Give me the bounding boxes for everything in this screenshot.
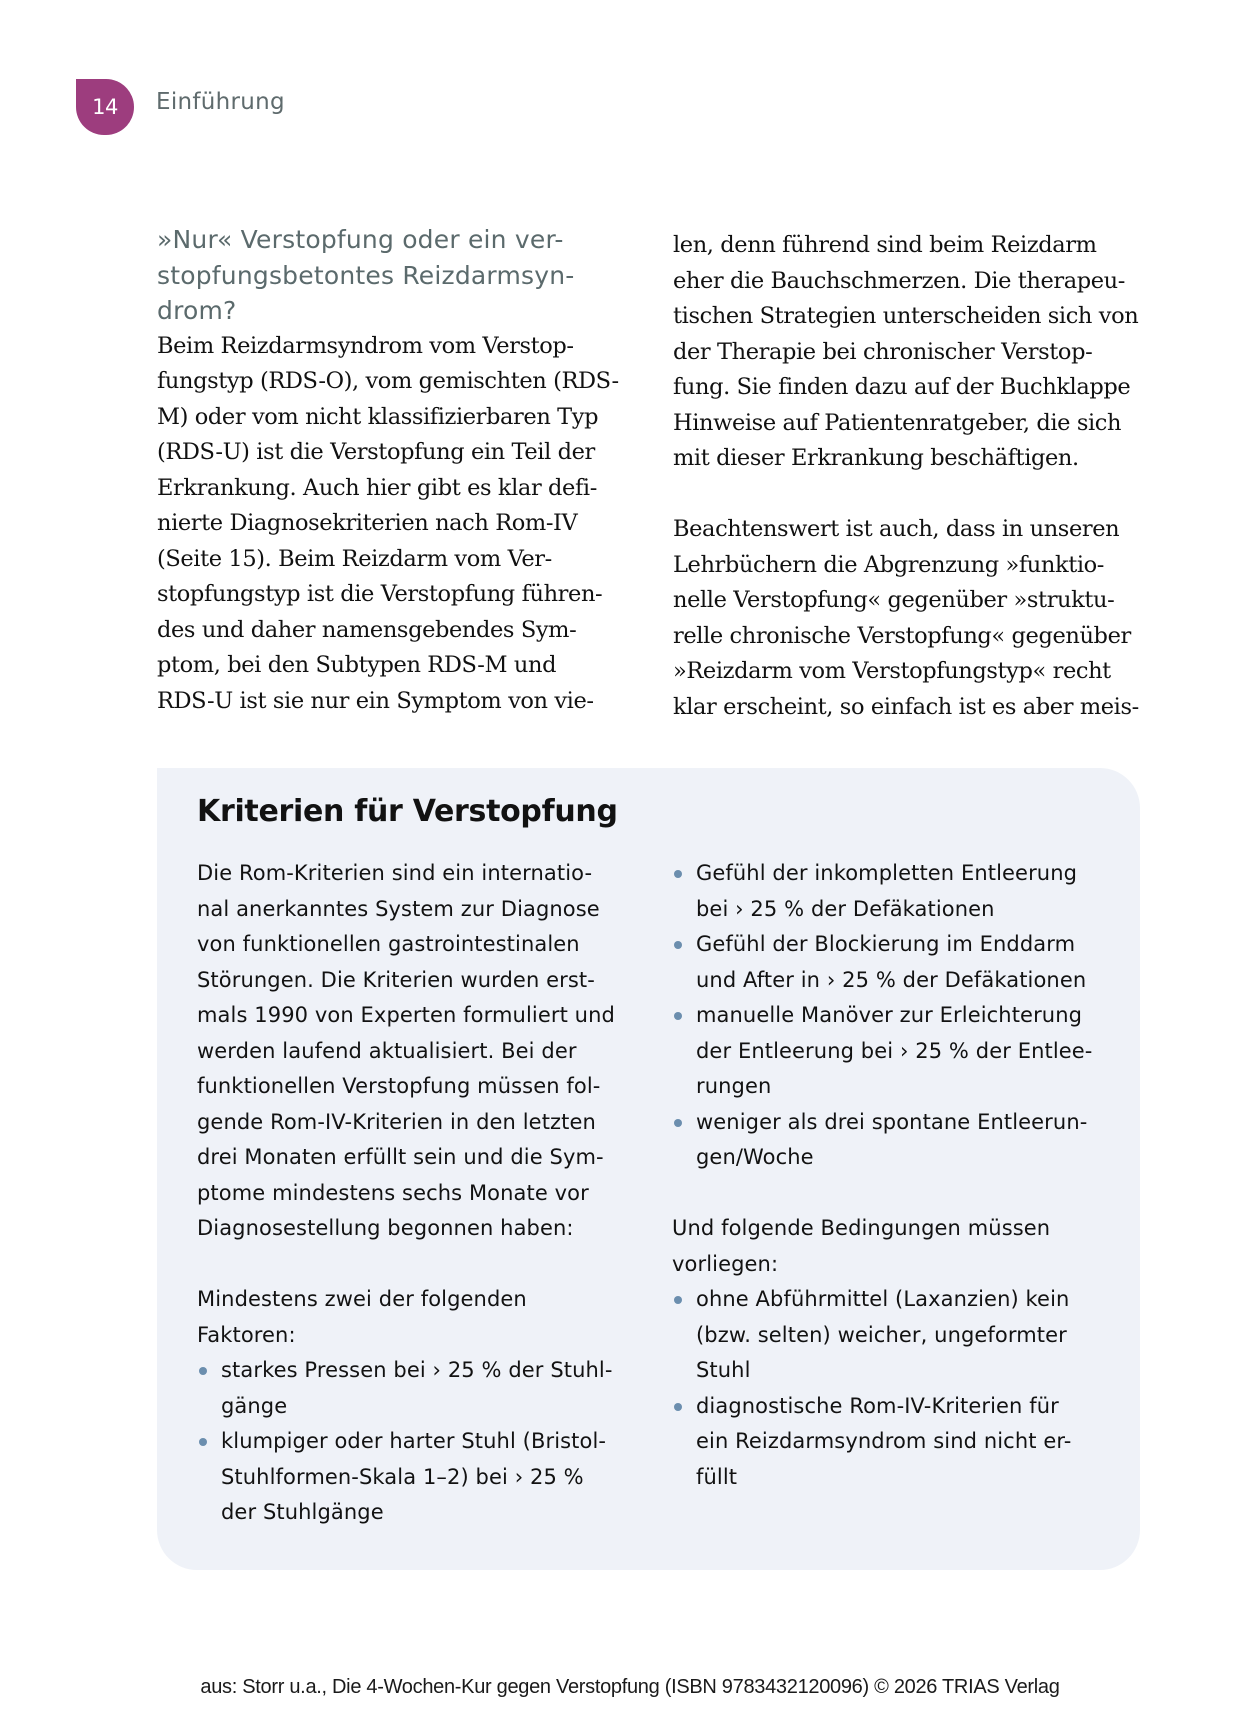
section-heading [157, 222, 627, 329]
right-column [673, 228, 1143, 725]
list-item [672, 927, 1112, 998]
text-line: Lehrbüchern die Abgrenzung »funktio- [673, 551, 1104, 578]
text-line: ein Reizdarmsyndrom sind nicht er- [696, 1429, 1072, 1453]
bullet-dot-icon [674, 941, 682, 949]
heading-line: »Nur« Verstopfung oder ein ver- [157, 225, 564, 254]
page-number-badge: 14 [76, 79, 134, 135]
text-line: gänge [221, 1393, 288, 1418]
text-line: (Seite 15). Beim Reizdarm vom Ver- [157, 545, 552, 572]
box-intro [197, 856, 632, 1247]
factors-list-left [197, 1353, 632, 1531]
text-line: fung. Sie finden dazu auf der Buchklappe [673, 374, 1131, 400]
body-paragraph [157, 329, 627, 720]
text-line: mals 1990 von Experten formuliert und [197, 1003, 615, 1027]
text-line: funktionellen Verstopfung müssen fol- [197, 1074, 601, 1098]
list-item [197, 1424, 632, 1531]
text-line: relle chronische Verstopfung« gegenüber [673, 622, 1131, 649]
bullet-dot-icon [674, 1403, 682, 1411]
text-line: manuelle Manöver zur Erleichterung [696, 1003, 1083, 1027]
text-line: Die Rom-Kriterien sind ein internatio- [197, 861, 593, 885]
text-line: Faktoren: [197, 1322, 296, 1347]
text-line: (RDS-U) ist die Verstopfung ein Teil der [157, 439, 595, 465]
text-line: ohne Abführmittel (Laxanzien) kein [696, 1287, 1070, 1311]
bullet-dot-icon [199, 1367, 207, 1375]
list-item [197, 1353, 632, 1424]
body-paragraph [673, 228, 1143, 477]
text-line: des und daher namensgebendes Sym- [157, 616, 577, 643]
body-paragraph [673, 512, 1143, 725]
bullet-dot-icon [674, 1296, 682, 1304]
text-line: Und folgende Bedingungen müssen [672, 1216, 1051, 1240]
spacer [672, 1176, 1112, 1212]
text-line: Störungen. Die Kriterien wurden erst- [197, 967, 595, 992]
text-line: RDS-U ist sie nur ein Symptom von vie- [157, 687, 594, 714]
spacer [197, 1247, 632, 1283]
text-line: Mindestens zwei der folgenden [197, 1287, 527, 1311]
text-line: nierte Diagnosekriterien nach Rom-IV [157, 510, 578, 536]
text-line: Beachtenswert ist auch, dass in unseren [673, 516, 1120, 542]
text-line: gen/Woche [696, 1145, 814, 1169]
text-line: Gefühl der inkompletten Entleerung [696, 861, 1078, 885]
text-line: ptom, bei den Subtypen RDS-M und [157, 652, 557, 678]
list-item [672, 1389, 1112, 1496]
factors-list-right [672, 856, 1112, 1176]
list-item [672, 1105, 1112, 1176]
list-item [672, 1282, 1112, 1389]
text-line: der Stuhlgänge [221, 1500, 384, 1524]
conditions-list [672, 1282, 1112, 1495]
text-line: von funktionellen gastrointestinalen [197, 932, 580, 956]
text-line: bei › 25 % der Defäkationen [696, 896, 995, 921]
text-line: nal anerkanntes System zur Diagnose [197, 896, 600, 921]
text-line: drei Monaten erfüllt sein und die Sym- [197, 1145, 604, 1169]
text-line: vorliegen: [672, 1251, 779, 1276]
running-head: Einführung [156, 89, 285, 115]
text-line: Erkrankung. Auch hier gibt es klar defi- [157, 474, 597, 501]
text-line: starkes Pressen bei › 25 % der Stuhl- [221, 1358, 613, 1382]
text-line: Beim Reizdarmsyndrom vom Verstop- [157, 332, 574, 359]
text-line: gende Rom-IV-Kriterien in den letzten [197, 1109, 596, 1134]
text-line: tischen Strategien unterscheiden sich von [673, 303, 1139, 329]
text-line: len, denn führend sind beim Reizdarm [673, 232, 1097, 258]
text-line: klumpiger oder harter Stuhl (Bristol- [221, 1429, 607, 1453]
bullet-dot-icon [674, 870, 682, 878]
text-line: Stuhl [696, 1358, 751, 1382]
text-line: füllt [696, 1464, 738, 1489]
text-line: mit dieser Erkrankung beschäftigen. [673, 445, 1079, 471]
box-right-column [672, 856, 1112, 1495]
text-line: nelle Verstopfung« gegenüber »struktu- [673, 587, 1115, 613]
text-line: Stuhlformen-Skala 1–2) bei › 25 % [221, 1464, 584, 1489]
citation-footer: aus: Storr u.a., Die 4-Wochen-Kur gegen Verstopfung (ISBN 9783432120096) © 2026 TRIAS Verlag [200, 1676, 1060, 1698]
text-line: fungstyp (RDS-O), vom gemischten (RDS- [157, 368, 619, 394]
text-line: und After in › 25 % der Defäkationen [696, 967, 1087, 992]
left-column [157, 222, 627, 719]
conditions-heading [672, 1211, 1112, 1282]
text-line: (bzw. selten) weicher, ungeformter [696, 1322, 1067, 1347]
heading-line: stopfungsbetontes Reizdarmsyn- [157, 260, 575, 290]
list-item [672, 856, 1112, 927]
text-line: weniger als drei spontane Entleerun- [696, 1109, 1088, 1134]
text-line: Gefühl der Blockierung im Enddarm [696, 932, 1076, 956]
bullet-dot-icon [674, 1119, 682, 1127]
heading-line: drom? [157, 296, 237, 325]
text-line: Hinweise auf Patientenratgeber, die sich [673, 409, 1122, 436]
text-line: rungen [696, 1074, 772, 1098]
text-line: der Entleerung bei › 25 % der Entlee- [696, 1038, 1093, 1063]
box-left-column [197, 856, 632, 1531]
criteria-info-box [157, 768, 1140, 1570]
box-title: Kriterien für Verstopfung [197, 794, 618, 829]
bullet-dot-icon [199, 1438, 207, 1446]
text-line: stopfungstyp ist die Verstopfung führen- [157, 581, 603, 607]
text-line: diagnostische Rom-IV-Kriterien für [696, 1393, 1059, 1418]
list-item [672, 998, 1112, 1105]
text-line: werden laufend aktualisiert. Bei der [197, 1038, 577, 1063]
bullet-dot-icon [674, 1012, 682, 1020]
text-line: Diagnosestellung begonnen haben: [197, 1216, 574, 1240]
text-line: der Therapie bei chronischer Verstop- [673, 338, 1093, 365]
text-line: »Reizdarm vom Verstopfungstyp« recht [673, 658, 1111, 684]
text-line: eher die Bauchschmerzen. Die therapeu- [673, 267, 1125, 294]
text-line: M) oder vom nicht klassifizierbaren Typ [157, 403, 599, 430]
text-line: klar erscheint, so einfach ist es aber meis- [673, 693, 1139, 720]
factors-heading [197, 1282, 632, 1353]
text-line: ptome mindestens sechs Monate vor [197, 1180, 589, 1205]
